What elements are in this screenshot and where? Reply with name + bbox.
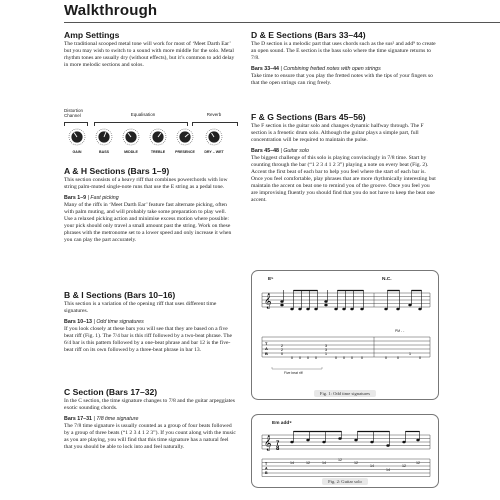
figure-1-caption: Fig. 1: Odd time signatures xyxy=(252,391,438,396)
svg-text:3: 3 xyxy=(324,343,328,348)
svg-text:12: 12 xyxy=(354,461,358,465)
svg-text:12: 12 xyxy=(416,461,420,465)
section-d-e xyxy=(251,30,437,91)
section-body: In the C section, the time signature changes to 7/8 and the guitar arpeggiates exotic sounding chords. xyxy=(64,398,235,412)
group-distortion: Distortion Channel xyxy=(64,108,84,118)
bass-label: BASS xyxy=(99,150,109,154)
treble-knob xyxy=(149,128,167,146)
notation-fig1 xyxy=(252,285,438,385)
svg-text:0: 0 xyxy=(396,355,400,360)
bracket-distortion xyxy=(64,122,88,126)
svg-text:A: A xyxy=(265,346,268,351)
palm-mute-label: PM - - xyxy=(395,329,405,333)
section-heading: F & G Sections (Bars 45–56) xyxy=(251,112,366,122)
section-body: This section consists of a heavy riff that combines powerchords with low string palm-muted single-note runs that use the E string as a pedal tone. xyxy=(64,177,228,191)
svg-text:12: 12 xyxy=(338,458,342,462)
figure-1 xyxy=(251,270,439,400)
section-subheading: Bars 10–13 | Odd time signatures xyxy=(64,319,144,326)
svg-text:0: 0 xyxy=(342,355,346,360)
section-sub-body: Many of the riffs in ‘Meet Darth Ear’ feature fast alternate picking, often with palm muting, and will probably take some preparation to play well. Use a relaxed picking action and minimise excess motion where possible: your pick should only travel a small amount past the string. Work on these phrases with the metronome set to a lower speed and only increase it when you can play the part accurately. xyxy=(64,202,232,244)
middle-knob xyxy=(122,128,140,146)
five-beat-riff-label: Five beat riff xyxy=(284,371,303,375)
section-sub-body: If you look closely at these bars you will see that they are based on a five beat riff (Fig. 1). The 7/4 bar is this riff followed by a two-beat phrase. The 6/4 bar is this pattern followed by a one-beat phrase and bar 12 is the five-beat riff on its own followed by a three-beat phrase in bar 13. xyxy=(64,326,232,354)
chord-e5: E⁵ xyxy=(268,277,274,282)
svg-text:7: 7 xyxy=(276,441,280,447)
section-subheading: Bars 1–9 | Fast picking xyxy=(64,195,119,202)
svg-text:0: 0 xyxy=(314,355,318,360)
section-body: The D section is a melodic part that uses chords such as the sus² and add⁹ to create an open sound. The E section is the bass solo where the time signature returns to 7/8. xyxy=(251,41,436,62)
svg-text:1: 1 xyxy=(408,351,412,356)
middle-label: MIDDLE xyxy=(124,150,138,154)
section-sub-body: The biggest challenge of this solo is playing convincingly in 7/8 time. Start by counting through the bar (“1 2 3 4 1 2 3”) playing a note on every beat (Fig. 2). Accent the first beat of each bar to help you feel where the start of each bar is. Once you feel comfortable, play phrases that are more rhythmically interesting but maintain the accent on beat one to remind you of the groove. Once you feel you are improvising fluently you should find that you do not have to keep the beat one accent. xyxy=(251,155,436,204)
section-heading: D & E Sections (Bars 33–44) xyxy=(251,30,366,40)
group-equalisation: Equalisation xyxy=(130,112,156,117)
section-subheading: Bars 17–31 | 7/8 time signature xyxy=(64,416,139,423)
svg-text:0: 0 xyxy=(334,355,338,360)
notation-fig2 xyxy=(252,427,438,483)
figure-2-caption: Fig. 2: Guitar solo xyxy=(252,479,438,484)
figure-2 xyxy=(251,414,439,488)
page-title: Walkthrough xyxy=(64,2,158,19)
svg-text:14: 14 xyxy=(386,468,390,472)
svg-text:14: 14 xyxy=(290,461,294,465)
section-heading: B & I Sections (Bars 10–16) xyxy=(64,290,176,300)
svg-text:2: 2 xyxy=(280,347,284,352)
amp-settings-body: The traditional scooped metal tone will work for most of ‘Meet Darth Ear’ but you may wish to switch to a sound with more middle for the solo. Metal rhythm tones are usually dry (without effects), but it’s common to add delay in more melodic sections and solos. xyxy=(64,41,235,69)
svg-text:0: 0 xyxy=(384,355,388,360)
bass-knob xyxy=(95,128,113,146)
svg-text:B: B xyxy=(265,351,268,356)
amp-settings-heading: Amp Settings xyxy=(64,30,120,40)
bracket-reverb xyxy=(192,122,238,126)
svg-text:0: 0 xyxy=(290,355,294,360)
section-a-h xyxy=(64,166,236,248)
amp-settings-panel xyxy=(64,108,236,162)
section-sub-body: Take time to ensure that you play the fretted notes with the tips of your fingers so that the open strings can ring freely. xyxy=(251,73,433,87)
dry-wet-label: DRY – WET xyxy=(204,150,224,154)
svg-text:2: 2 xyxy=(280,343,284,348)
presence-label: PRESENCE xyxy=(175,150,195,154)
svg-text:3: 3 xyxy=(324,347,328,352)
svg-text:0: 0 xyxy=(306,355,310,360)
section-sub-body: The 7/8 time signature is usually counted as a group of four beats followed by a group of three beats (“1 2 3 4 1 2 3”). If you count along with the music as you are playing, you will find that this time signature has a natural feel that you should be able to lock into and feel naturally. xyxy=(64,423,236,451)
amp-settings xyxy=(64,30,236,73)
gain-label: GAIN xyxy=(72,150,82,154)
bracket-equalisation xyxy=(94,122,188,126)
chord-em-add9: Em add⁹ xyxy=(272,421,292,426)
svg-text:0: 0 xyxy=(360,355,364,360)
section-body: The F section is the guitar solo and changes dynamic halfway through. The F section is a frenetic drum solo. Although the guitar plays a simple part, full concentration will be required to maintain the pulse. xyxy=(251,123,424,144)
svg-text:12: 12 xyxy=(306,461,310,465)
treble-label: TREBLE xyxy=(150,150,166,154)
group-reverb: Reverb xyxy=(206,112,222,117)
svg-text:𝄞: 𝄞 xyxy=(264,294,272,309)
section-heading: A & H Sections (Bars 1–9) xyxy=(64,166,170,176)
section-b-i xyxy=(64,290,236,358)
svg-text:0: 0 xyxy=(418,355,422,360)
svg-text:0: 0 xyxy=(350,355,354,360)
section-body: This section is a variation of the opening riff that uses different time signatures. xyxy=(64,301,217,315)
svg-text:T: T xyxy=(265,462,268,466)
chord-nc: N.C. xyxy=(382,277,392,282)
svg-text:𝄞: 𝄞 xyxy=(264,436,272,451)
svg-text:1: 1 xyxy=(324,351,328,356)
svg-text:14: 14 xyxy=(322,461,326,465)
svg-text:8: 8 xyxy=(276,446,280,452)
section-heading: C Section (Bars 17–32) xyxy=(64,387,158,397)
svg-text:A: A xyxy=(265,466,268,471)
reverb-knob xyxy=(205,128,223,146)
section-subheading: Bars 45–48 | Guitar solo xyxy=(251,148,309,155)
svg-text:0: 0 xyxy=(280,351,284,356)
section-subheading: Bars 33–44 | Combining fretted notes with open strings xyxy=(251,66,381,73)
section-c xyxy=(64,387,236,455)
svg-text:B: B xyxy=(265,471,268,475)
svg-text:0: 0 xyxy=(298,355,302,360)
svg-text:T: T xyxy=(265,341,268,346)
gain-knob xyxy=(68,128,86,146)
section-f-g xyxy=(251,112,437,208)
svg-text:14: 14 xyxy=(370,464,374,468)
title-rule xyxy=(64,22,500,23)
presence-knob xyxy=(176,128,194,146)
svg-text:12: 12 xyxy=(402,464,406,468)
